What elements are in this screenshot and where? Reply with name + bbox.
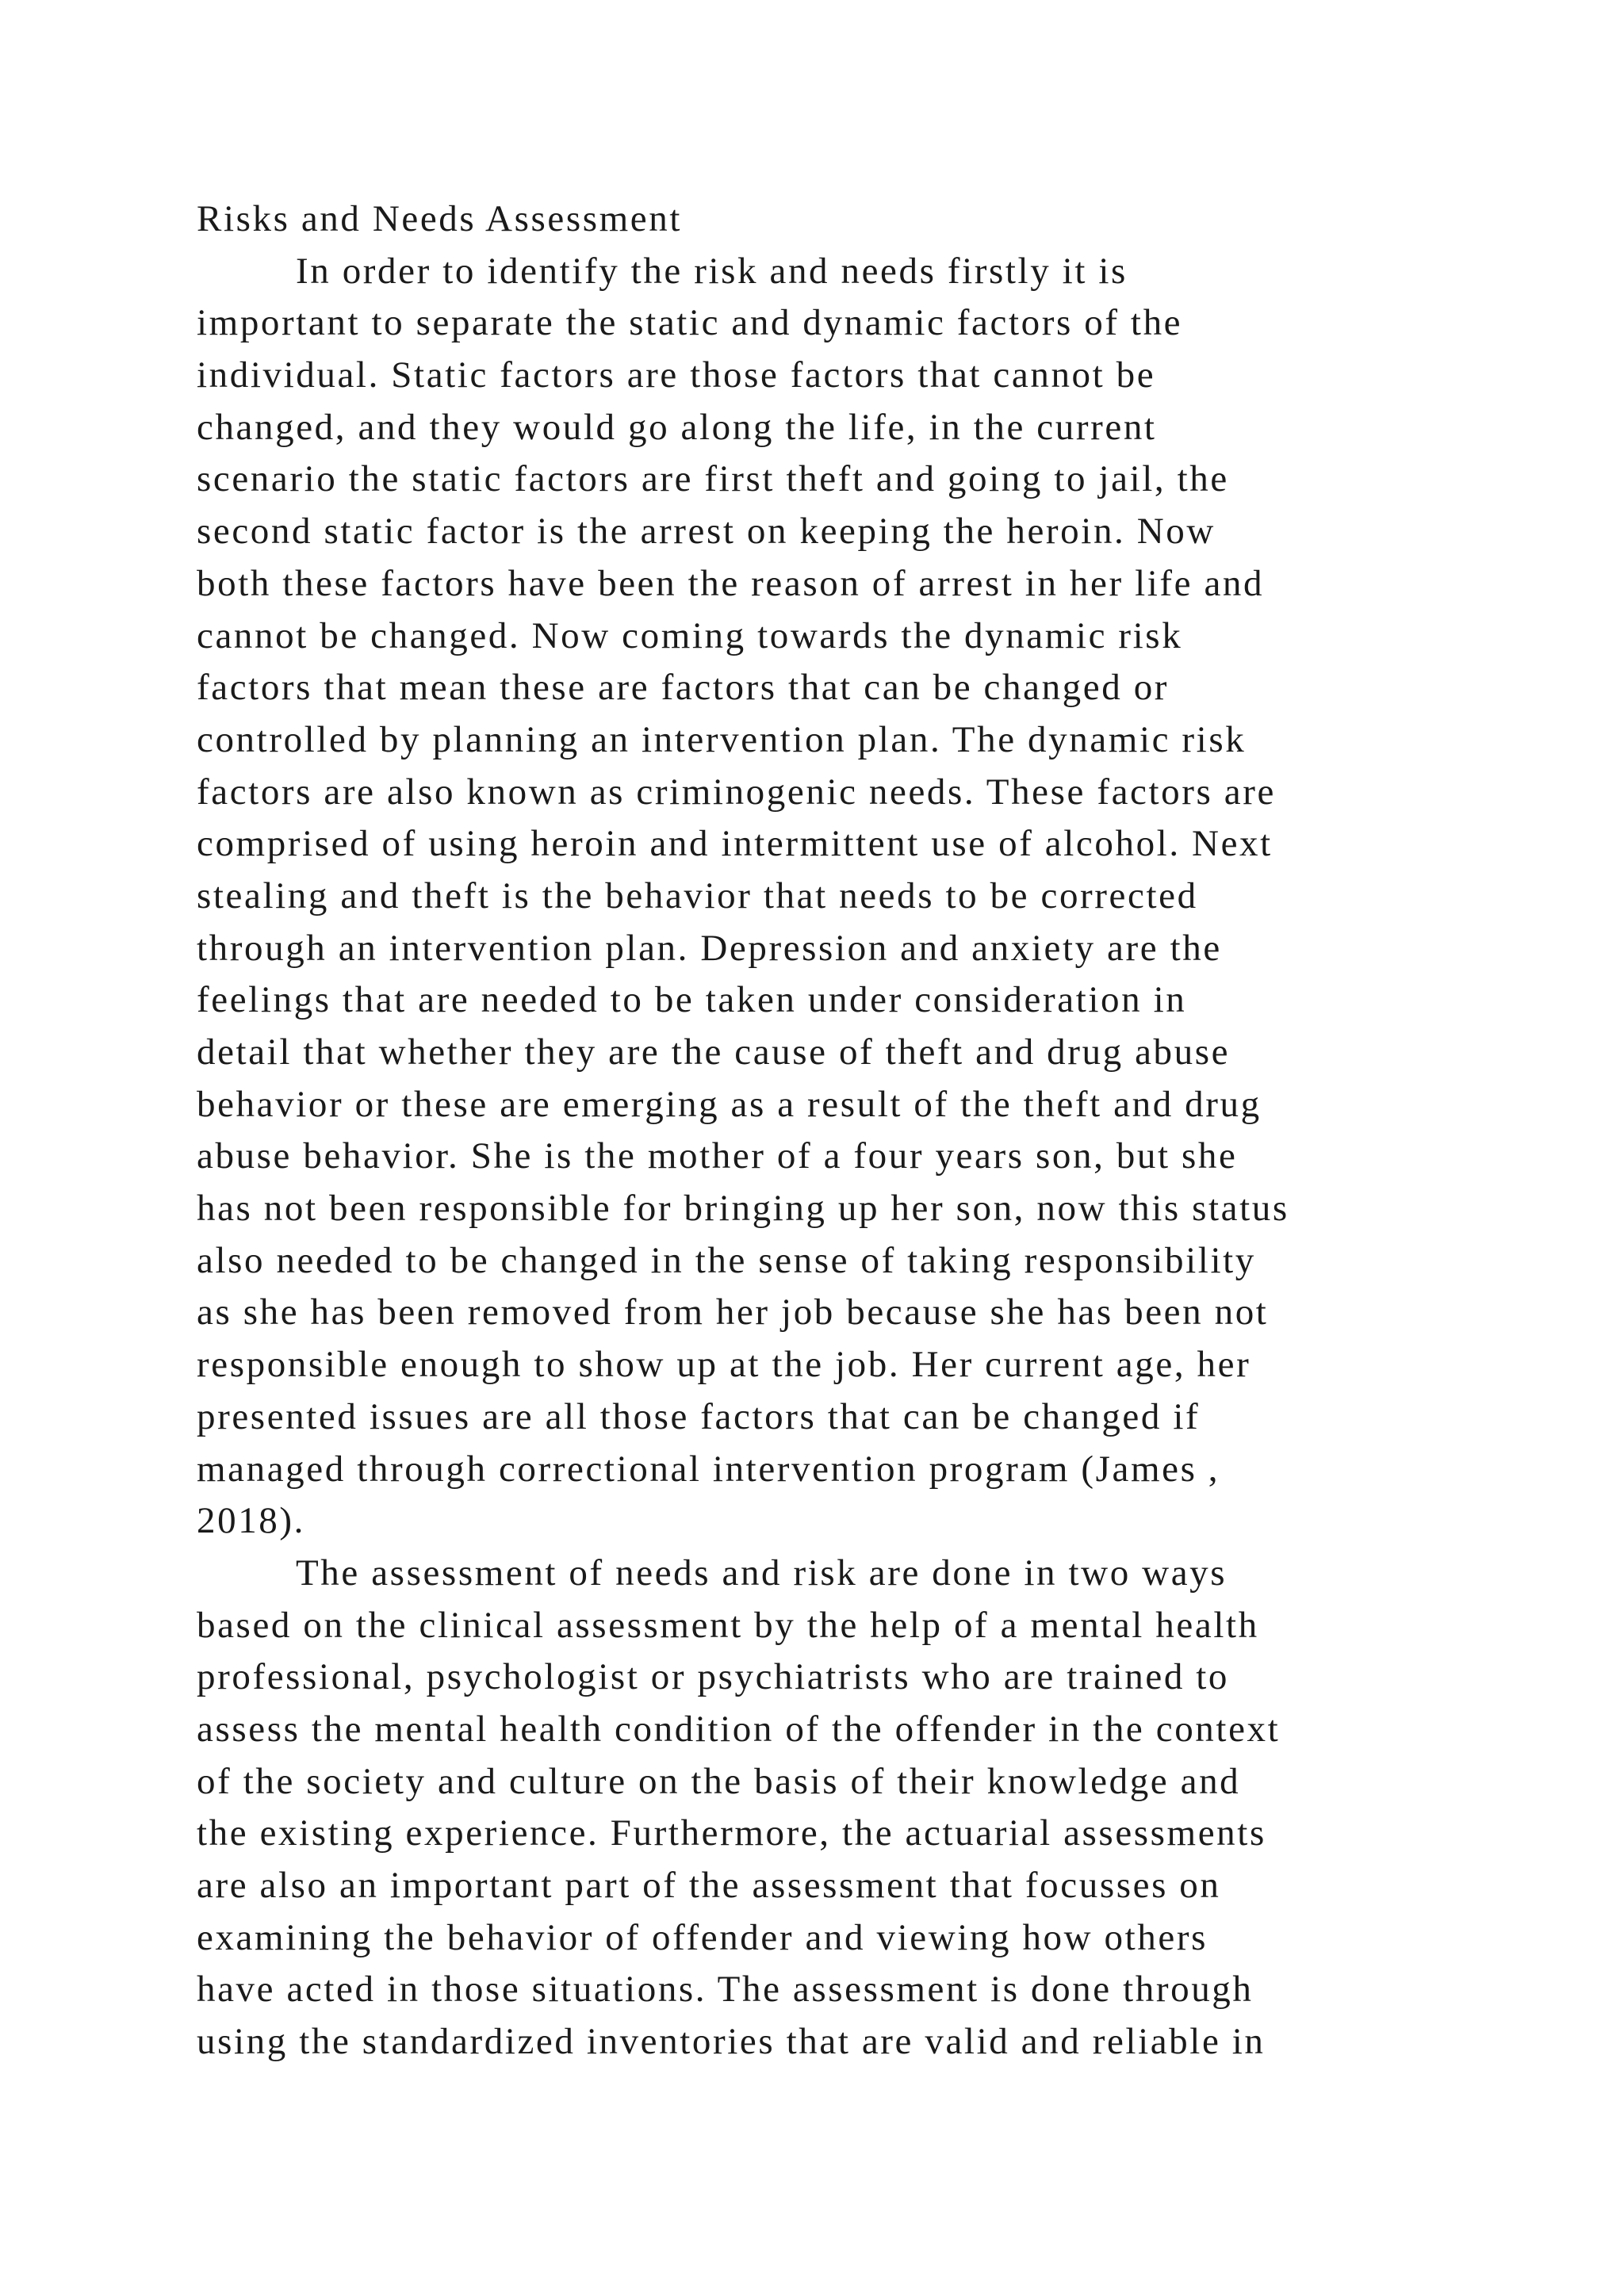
paragraph-line: controlled by planning an intervention plan. The dynamic risk: [197, 718, 1247, 760]
paragraph-first-line: The assessment of needs and risk are done in two ways: [296, 1552, 1228, 1594]
document-body: [197, 193, 1481, 2068]
paragraph-line: cannot be changed. Now coming towards the dynamic risk: [197, 614, 1183, 656]
paragraph-line: of the society and culture on the basis of their knowledge and: [197, 1760, 1241, 1802]
paragraph-container: [197, 246, 1481, 2068]
paragraph-line: behavior or these are emerging as a result of the theft and drug: [197, 1083, 1262, 1125]
paragraph-line: presented issues are all those factors that can be changed if: [197, 1395, 1201, 1437]
paragraph-line: the existing experience. Furthermore, the actuarial assessments: [197, 1812, 1266, 1854]
paragraph: [197, 246, 1481, 1548]
paragraph-line: stealing and theft is the behavior that needs to be corrected: [197, 874, 1198, 916]
paragraph-line: responsible enough to show up at the job. Her current age, her: [197, 1344, 1251, 1386]
paragraph-line: factors that mean these are factors that can be changed or: [197, 667, 1170, 709]
paragraph-line: abuse behavior. She is the mother of a four years son, but she: [197, 1135, 1238, 1177]
paragraph-line: scenario the static factors are first theft and going to jail, the: [197, 458, 1229, 500]
paragraph-line: through an intervention plan. Depression and anxiety are the: [197, 927, 1222, 969]
paragraph-line: professional, psychologist or psychiatrists who are trained to: [197, 1656, 1230, 1698]
paragraph-line: based on the clinical assessment by the help of a mental health: [197, 1604, 1259, 1646]
paragraph-line: as she has been removed from her job because she has been not: [197, 1292, 1269, 1334]
paragraph-first-line: In order to identify the risk and needs firstly it is: [296, 250, 1128, 292]
paragraph-line: assess the mental health condition of the offender in the context: [197, 1708, 1281, 1750]
paragraph-line: examining the behavior of offender and viewing how others: [197, 1916, 1208, 1958]
paragraph-line: managed through correctional intervention program (James ,: [197, 1448, 1220, 1490]
paragraph-line: using the standardized inventories that are valid and reliable in: [197, 2021, 1266, 2063]
paragraph-line: are also an important part of the assessment that focusses on: [197, 1865, 1221, 1906]
paragraph-line: factors are also known as criminogenic needs. These factors are: [197, 771, 1276, 813]
paragraph-line: also needed to be changed in the sense of taking responsibility: [197, 1239, 1256, 1281]
document-heading: Risks and Needs Assessment: [197, 198, 683, 239]
paragraph-line: comprised of using heroin and intermittent use of alcohol. Next: [197, 823, 1273, 865]
paragraph-line: have acted in those situations. The assessment is done through: [197, 1969, 1254, 2011]
paragraph-line: important to separate the static and dynamic factors of the: [197, 302, 1183, 344]
paragraph-line: both these factors have been the reason of arrest in her life and: [197, 562, 1265, 604]
paragraph: [197, 1548, 1481, 2068]
paragraph-line: second static factor is the arrest on keeping the heroin. Now: [197, 511, 1216, 553]
paragraph-line: has not been responsible for bringing up her son, now this status: [197, 1188, 1289, 1230]
paragraph-line: detail that whether they are the cause of theft and drug abuse: [197, 1031, 1231, 1073]
paragraph-line: feelings that are needed to be taken under consideration in: [197, 979, 1187, 1021]
paragraph-line: individual. Static factors are those factors that cannot be: [197, 354, 1156, 396]
paragraph-line: changed, and they would go along the life, in the current: [197, 406, 1157, 448]
paragraph-line: 2018).: [197, 1500, 306, 1542]
